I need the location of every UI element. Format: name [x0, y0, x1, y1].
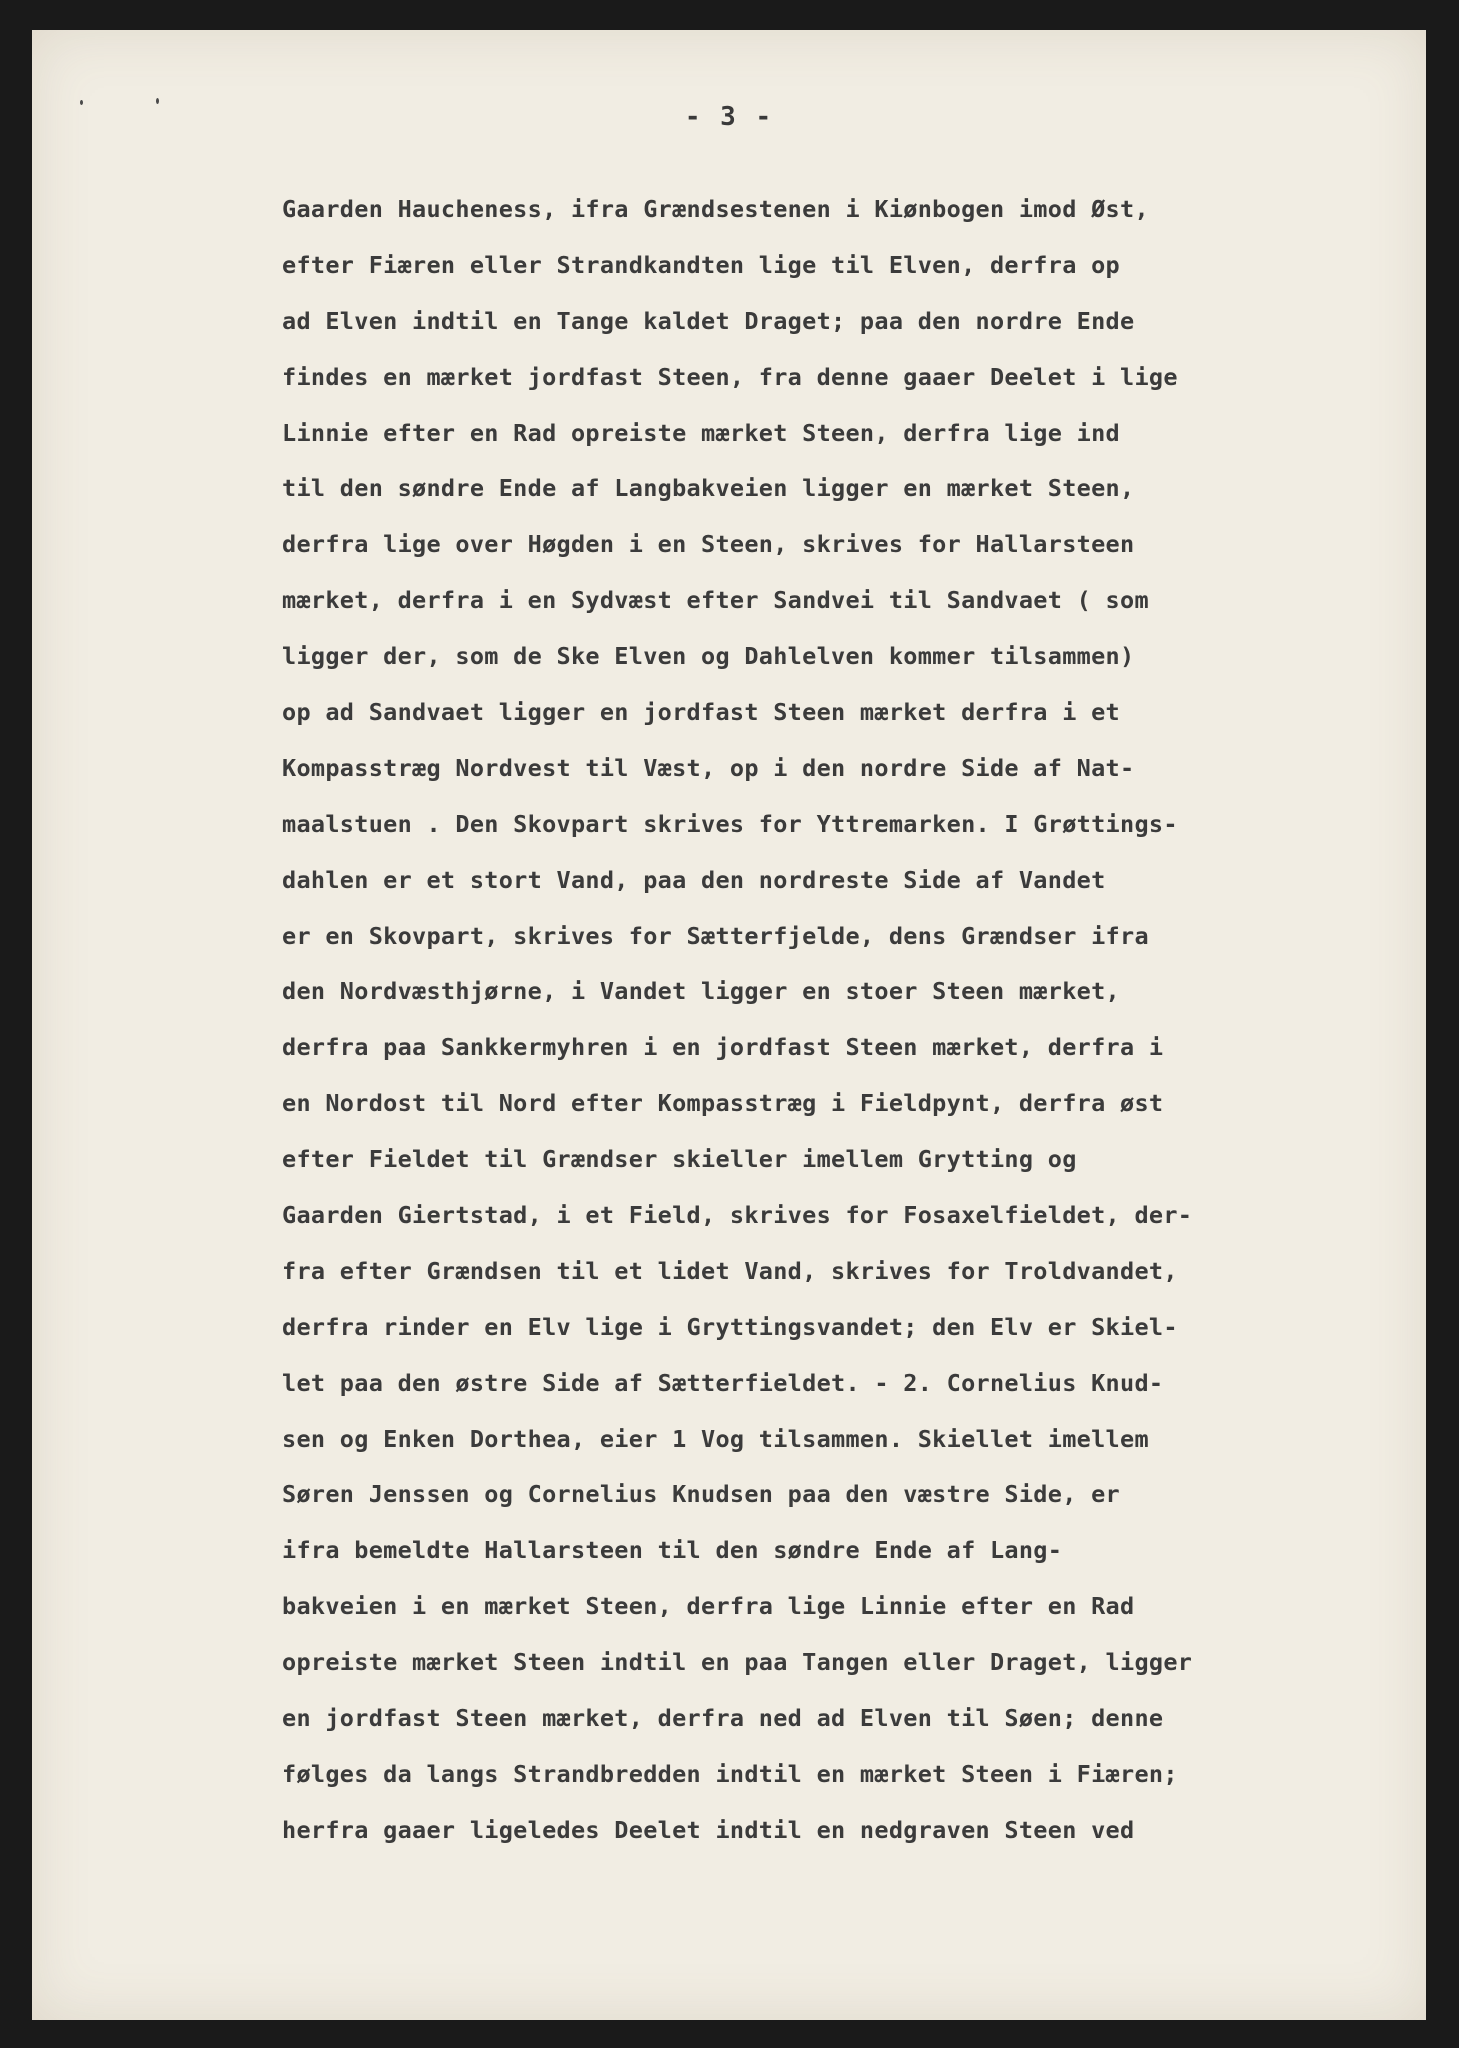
- text-line: opreiste mærket Steen indtil en paa Tangen eller Draget, ligger: [282, 1648, 1193, 1677]
- page-number: - 3 -: [684, 102, 774, 132]
- text-line: derfra lige over Høgden i en Steen, skrives for Hallarsteen: [282, 530, 1135, 559]
- text-line: ligger der, som de Ske Elven og Dahlelven kommer tilsammen): [282, 642, 1135, 671]
- text-line: efter Fiæren eller Strandkandten lige til Elven, derfra op: [282, 250, 1120, 279]
- text-line: er en Skovpart, skrives for Sætterfjelde, dens Grændser ifra: [282, 921, 1149, 950]
- text-line: følges da langs Strandbredden indtil en mærket Steen i Fiæren;: [282, 1759, 1178, 1788]
- document-body: [282, 182, 1392, 1859]
- text-line: bakveien i en mærket Steen, derfra lige Linnie efter en Rad: [282, 1592, 1135, 1621]
- text-line: sen og Enken Dorthea, eier 1 Vog tilsammen. Skiellet imellem: [282, 1424, 1149, 1453]
- text-line: Søren Jenssen og Cornelius Knudsen paa den væstre Side, er: [282, 1480, 1120, 1509]
- text-line: let paa den østre Side af Sætterfieldet. - 2. Cornelius Knud-: [282, 1368, 1164, 1397]
- document-page: [32, 30, 1426, 2020]
- text-line: maalstuen . Den Skovpart skrives for Yttremarken. I Grøttings-: [282, 809, 1178, 838]
- text-line: fra efter Grændsen til et lidet Vand, skrives for Troldvandet,: [282, 1256, 1178, 1285]
- text-line: en Nordost til Nord efter Kompasstræg i Fieldpynt, derfra øst: [282, 1089, 1164, 1118]
- text-line: efter Fieldet til Grændser skieller imellem Grytting og: [282, 1145, 1077, 1174]
- text-line: op ad Sandvaet ligger en jordfast Steen mærket derfra i et: [282, 698, 1120, 727]
- text-line: derfra rinder en Elv lige i Gryttingsvandet; den Elv er Skiel-: [282, 1312, 1178, 1341]
- text-line: findes en mærket jordfast Steen, fra denne gaaer Deelet i lige: [282, 362, 1178, 391]
- text-line: den Nordvæsthjørne, i Vandet ligger en stoer Steen mærket,: [282, 977, 1120, 1006]
- text-line: mærket, derfra i en Sydvæst efter Sandvei til Sandvaet ( som: [282, 586, 1149, 615]
- text-line: til den søndre Ende af Langbakveien ligger en mærket Steen,: [282, 474, 1135, 503]
- text-line: Gaarden Haucheness, ifra Grændsestenen i Kiønbogen imod Øst,: [282, 195, 1149, 223]
- text-line: dahlen er et stort Vand, paa den nordreste Side af Vandet: [282, 865, 1106, 894]
- text-line: ifra bemeldte Hallarsteen til den søndre Ende af Lang-: [282, 1536, 1063, 1565]
- text-line: en jordfast Steen mærket, derfra ned ad Elven til Søen; denne: [282, 1704, 1164, 1733]
- text-line: Linnie efter en Rad opreiste mærket Steen, derfra lige ind: [282, 418, 1120, 447]
- text-line: derfra paa Sankkermyhren i en jordfast Steen mærket, derfra i: [282, 1033, 1164, 1062]
- text-line: ad Elven indtil en Tange kaldet Draget; paa den nordre Ende: [282, 306, 1135, 335]
- text-line: herfra gaaer ligeledes Deelet indtil en nedgraven Steen ved: [282, 1815, 1135, 1844]
- text-line: Gaarden Giertstad, i et Field, skrives for Fosaxelfieldet, der-: [282, 1201, 1193, 1230]
- text-line: Kompasstræg Nordvest til Væst, op i den nordre Side af Nat-: [282, 753, 1135, 782]
